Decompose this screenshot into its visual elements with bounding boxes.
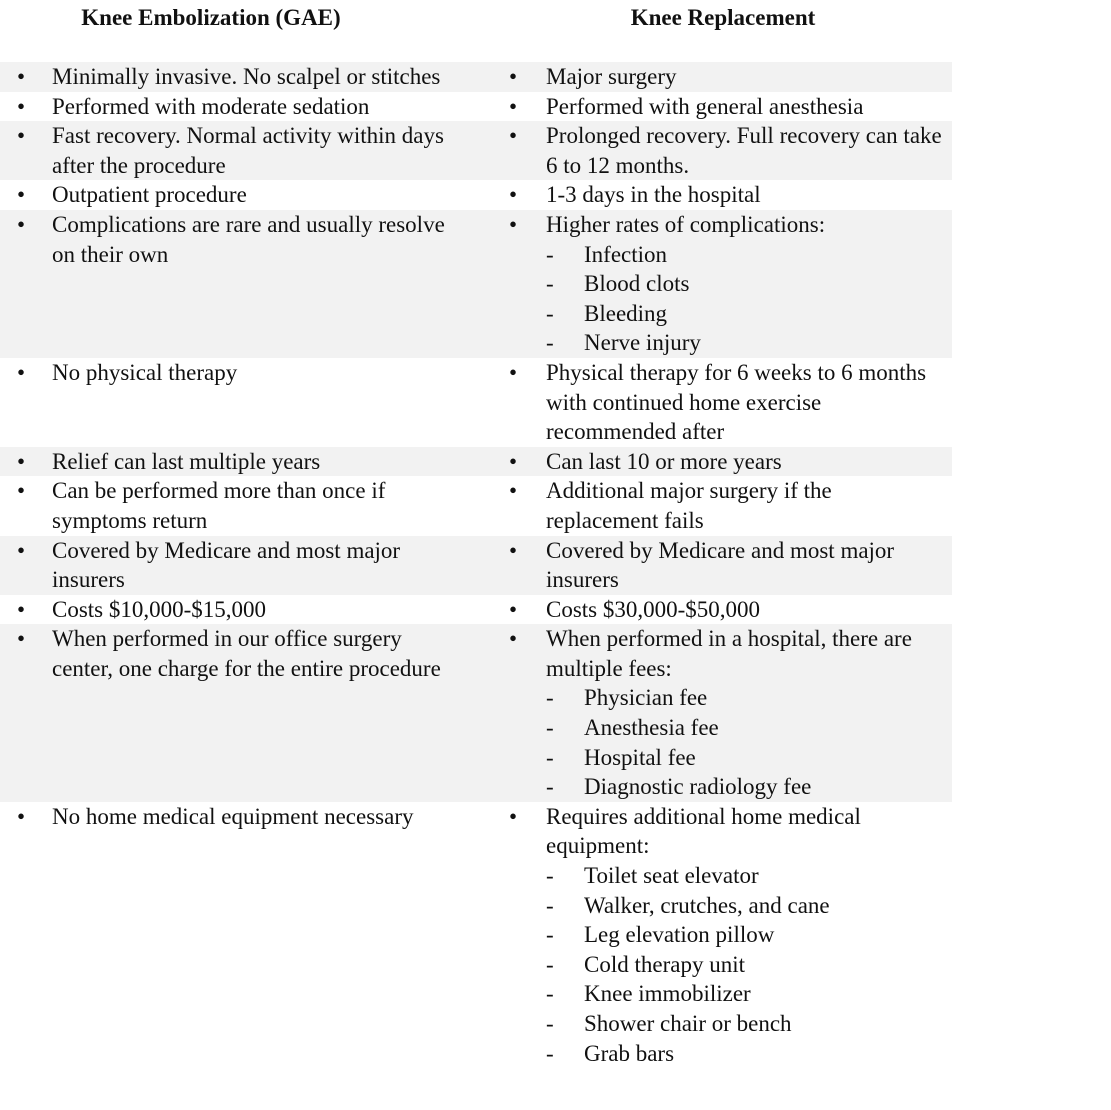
embolization-text: No physical therapy [52, 359, 238, 385]
sub-list-text: Hospital fee [584, 744, 696, 770]
replacement-text: Additional major surgery if the replacement fails [546, 478, 832, 533]
embolization-text: No home medical equipment necessary [52, 803, 414, 829]
bullet-icon: • [16, 478, 26, 504]
sub-list-item [546, 269, 948, 299]
sub-list-item [546, 891, 948, 921]
embolization-text: Costs $10,000-$15,000 [52, 596, 267, 622]
replacement-text: Costs $30,000-$50,000 [546, 596, 761, 622]
embolization-text: Minimally invasive. No scalpel or stitches [52, 64, 441, 89]
embolization-cell [0, 62, 494, 92]
sub-list-item [546, 1039, 948, 1069]
sub-list [546, 861, 948, 1068]
embolization-cell [0, 802, 494, 1068]
dash-icon: - [546, 922, 554, 948]
sub-list-text: Infection [584, 241, 668, 267]
embolization-cell [0, 180, 494, 210]
bullet-icon: • [16, 211, 26, 237]
bullet-icon: • [508, 359, 518, 385]
dash-icon: - [546, 1040, 554, 1066]
embolization-text: Relief can last multiple years [52, 448, 321, 474]
dash-icon: - [546, 744, 554, 770]
comparison-table [0, 62, 952, 1068]
embolization-cell [0, 210, 494, 358]
table-row [0, 358, 952, 447]
embolization-cell [0, 358, 494, 447]
replacement-text: Requires additional home medical equipment: [546, 803, 861, 859]
replacement-text: Higher rates of complications: [546, 211, 826, 237]
embolization-cell [0, 476, 494, 535]
dash-icon: - [546, 774, 554, 800]
bullet-icon: • [508, 123, 518, 149]
bullet-icon: • [16, 123, 26, 149]
bullet-icon: • [16, 626, 26, 652]
replacement-text: Major surgery [546, 64, 677, 89]
replacement-cell [494, 121, 952, 180]
table-row [0, 447, 952, 477]
dash-icon: - [546, 241, 554, 267]
sub-list-text: Diagnostic radiology fee [584, 774, 812, 800]
column-header-embolization: Knee Embolization (GAE) [81, 5, 341, 30]
bullet-icon: • [16, 64, 26, 89]
embolization-cell [0, 121, 494, 180]
sub-list-item [546, 861, 948, 891]
sub-list-item [546, 683, 948, 713]
table-row [0, 210, 952, 358]
dash-icon: - [546, 951, 554, 977]
dash-icon: - [546, 863, 554, 889]
replacement-cell [494, 62, 952, 92]
embolization-cell [0, 92, 494, 122]
embolization-text: Performed with moderate sedation [52, 93, 370, 119]
table-row [0, 180, 952, 210]
sub-list-item [546, 328, 948, 358]
replacement-text: Prolonged recovery. Full recovery can take 6 to 12 months. [546, 123, 942, 178]
sub-list-text: Shower chair or bench [584, 1011, 792, 1036]
embolization-cell [0, 536, 494, 595]
bullet-icon: • [16, 182, 26, 208]
column-header-replacement: Knee Replacement [630, 5, 816, 30]
embolization-text: Can be performed more than once if symptoms return [52, 478, 386, 533]
sub-list-text: Physician fee [584, 685, 708, 711]
replacement-cell [494, 447, 952, 477]
replacement-cell [494, 358, 952, 447]
replacement-cell [494, 595, 952, 625]
dash-icon: - [546, 271, 554, 297]
sub-list-text: Toilet seat elevator [584, 863, 759, 889]
sub-list-text: Anesthesia fee [584, 715, 719, 741]
bullet-icon: • [16, 448, 26, 474]
sub-list-item [546, 920, 948, 950]
sub-list-item [546, 713, 948, 743]
bullet-icon: • [16, 803, 26, 829]
bullet-icon: • [16, 596, 26, 622]
dash-icon: - [546, 981, 554, 1007]
table-row [0, 476, 952, 535]
dash-icon: - [546, 685, 554, 711]
replacement-text: Physical therapy for 6 weeks to 6 months with continued home exercise recommended after [546, 359, 927, 445]
table-row [0, 92, 952, 122]
sub-list-text: Leg elevation pillow [584, 922, 775, 948]
sub-list-text: Blood clots [584, 271, 690, 297]
table-row [0, 121, 952, 180]
bullet-icon: • [508, 803, 518, 829]
bullet-icon: • [508, 182, 518, 208]
replacement-cell [494, 92, 952, 122]
sub-list-text: Bleeding [584, 300, 668, 326]
table-row [0, 624, 952, 802]
replacement-text: When performed in a hospital, there are multiple fees: [546, 626, 912, 681]
embolization-cell [0, 595, 494, 625]
replacement-cell [494, 180, 952, 210]
dash-icon: - [546, 892, 554, 918]
embolization-text: Covered by Medicare and most major insurers [52, 537, 401, 593]
replacement-cell [494, 536, 952, 595]
embolization-cell [0, 624, 494, 802]
bullet-icon: • [508, 93, 518, 119]
bullet-icon: • [508, 448, 518, 474]
table-row [0, 595, 952, 625]
bullet-icon: • [508, 537, 518, 563]
sub-list-item [546, 979, 948, 1009]
table-row [0, 802, 952, 1068]
bullet-icon: • [16, 537, 26, 563]
sub-list-text: Cold therapy unit [584, 951, 745, 977]
replacement-text: Can last 10 or more years [546, 448, 782, 474]
replacement-text: Performed with general anesthesia [546, 93, 864, 119]
replacement-cell [494, 210, 952, 358]
table-row [0, 536, 952, 595]
replacement-text: 1-3 days in the hospital [546, 182, 761, 208]
bullet-icon: • [508, 478, 518, 504]
bullet-icon: • [508, 626, 518, 652]
dash-icon: - [546, 330, 554, 356]
sub-list [546, 683, 948, 801]
dash-icon: - [546, 300, 554, 326]
sub-list-item [546, 240, 948, 270]
bullet-icon: • [508, 211, 518, 237]
sub-list-text: Grab bars [584, 1040, 675, 1066]
sub-list-item [546, 1009, 948, 1039]
embolization-text: Complications are rare and usually resolve on their own [52, 211, 445, 267]
dash-icon: - [546, 715, 554, 741]
dash-icon: - [546, 1011, 554, 1036]
bullet-icon: • [16, 93, 26, 119]
sub-list-item [546, 743, 948, 773]
embolization-cell [0, 447, 494, 477]
bullet-icon: • [16, 359, 26, 385]
sub-list-text: Walker, crutches, and cane [584, 892, 830, 918]
sub-list-item [546, 950, 948, 980]
bullet-icon: • [508, 596, 518, 622]
bullet-icon: • [508, 64, 518, 89]
replacement-text: Covered by Medicare and most major insurers [546, 537, 895, 593]
table-row [0, 62, 952, 92]
sub-list-text: Nerve injury [584, 330, 701, 356]
replacement-cell [494, 802, 952, 1068]
table-header [0, 4, 952, 34]
sub-list-item [546, 772, 948, 802]
sub-list-item [546, 299, 948, 329]
sub-list-text: Knee immobilizer [584, 981, 751, 1007]
sub-list [546, 240, 948, 358]
replacement-cell [494, 476, 952, 535]
embolization-text: Outpatient procedure [52, 182, 247, 208]
embolization-text: When performed in our office surgery center, one charge for the entire procedure [52, 626, 441, 681]
embolization-text: Fast recovery. Normal activity within days after the procedure [52, 123, 444, 178]
replacement-cell [494, 624, 952, 802]
